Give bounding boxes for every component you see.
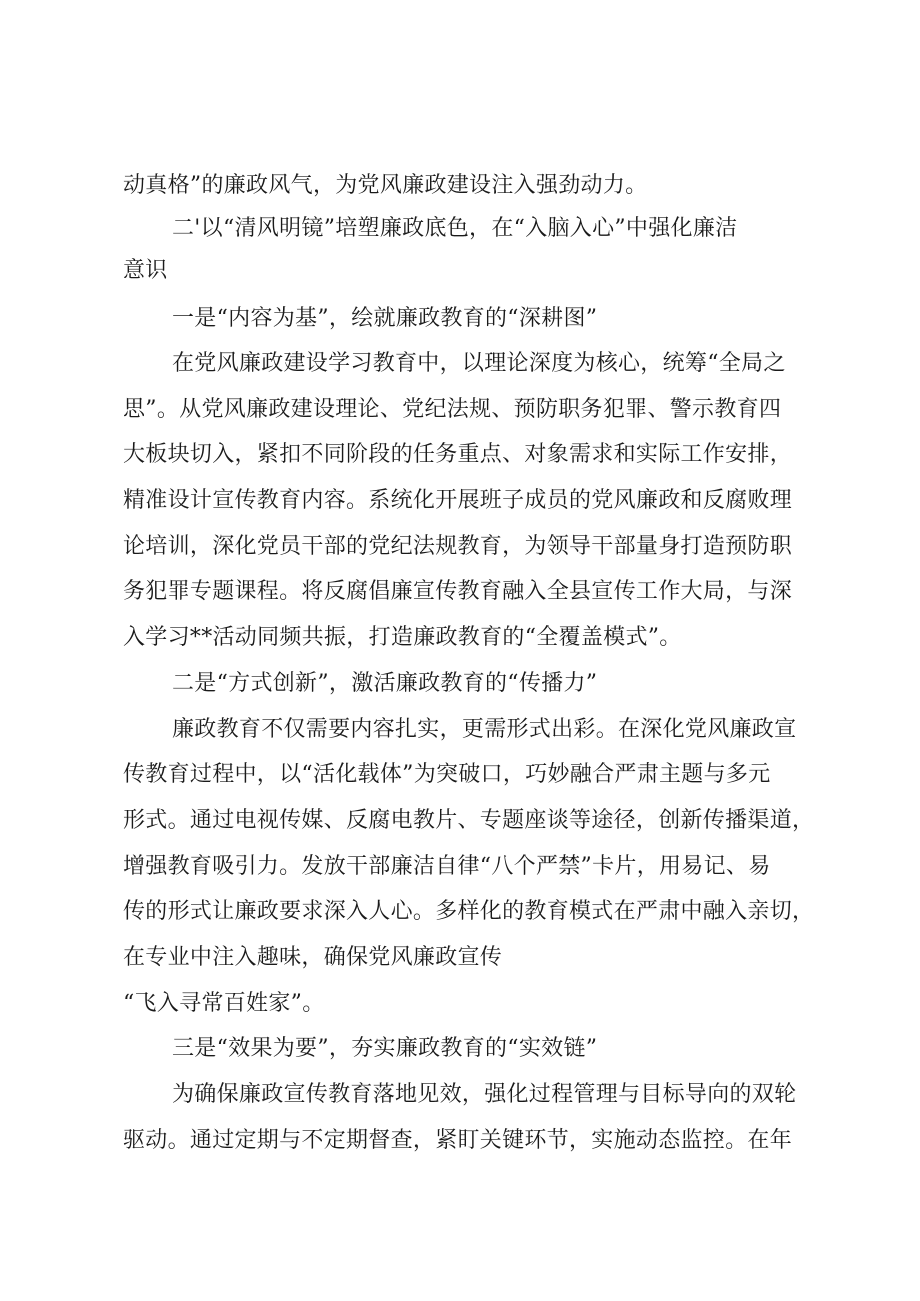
text-line: 形式。通过电视传媒、反腐电教片、专题座谈等途径，创新传播渠道， bbox=[123, 808, 815, 833]
text-line: 廉政教育不仅需要内容扎实，更需形式出彩。在深化党风廉政宣 bbox=[172, 717, 797, 742]
text-line: 在专业中注入趣味，确保党风廉政宣传 bbox=[123, 945, 503, 970]
text-line: 为确保廉政宣传教育落地见效，强化过程管理与目标导向的双轮 bbox=[172, 1082, 797, 1107]
text-line: 在党风廉政建设学习教育中，以理论深度为核心，统筹“全局之 bbox=[172, 351, 786, 376]
section-heading-continued: 意识 bbox=[123, 258, 168, 283]
text-line: 驱动。通过定期与不定期督查，紧盯关键环节，实施动态监控。在年 bbox=[123, 1128, 793, 1153]
text-line: 论培训，深化党员干部的党纪法规教育，为领导干部量身打造预防职 bbox=[123, 534, 793, 559]
text-line: 入学习**活动同频共振，打造廉政教育的“全覆盖模式”。 bbox=[123, 625, 682, 650]
section-heading: 二'以“清风明镜”培塑廉政底色，在“入脑入心”中强化廉洁 bbox=[172, 216, 738, 241]
text-line: 思”。从党风廉政建设理论、党纪法规、预防职务犯罪、警示教育四 bbox=[123, 397, 782, 422]
text-line: 传教育过程中，以“活化载体”为突破口，巧妙融合严肃主题与多元 bbox=[123, 762, 771, 787]
text-line: 精准设计宣传教育内容。系统化开展班子成员的党风廉政和反腐败理 bbox=[123, 488, 793, 513]
text-line: 增强教育吸引力。发放干部廉洁自律“八个严禁”卡片，用易记、易 bbox=[123, 854, 771, 879]
text-line: 大板块切入，紧扣不同阶段的任务重点、对象需求和实际工作安排， bbox=[123, 442, 793, 467]
text-line: “飞入寻常百姓家”。 bbox=[123, 991, 325, 1016]
subsection-heading: 一是“内容为基”，绘就廉政教育的“深耕图” bbox=[172, 306, 598, 331]
text-line: 传的形式让廉政要求深入人心。多样化的教育模式在严肃中融入亲切， bbox=[123, 899, 815, 924]
text-line: 务犯罪专题课程。将反腐倡廉宣传教育融入全县宣传工作大局，与深 bbox=[123, 579, 793, 604]
text-line: 动真格”的廉政风气，为党风廉政建设注入强劲动力。 bbox=[123, 173, 648, 198]
subsection-heading: 三是“效果为要”，夯实廉政教育的“实效链” bbox=[172, 1036, 598, 1061]
subsection-heading: 二是“方式创新”，激活廉政教育的“传播力” bbox=[172, 671, 598, 696]
